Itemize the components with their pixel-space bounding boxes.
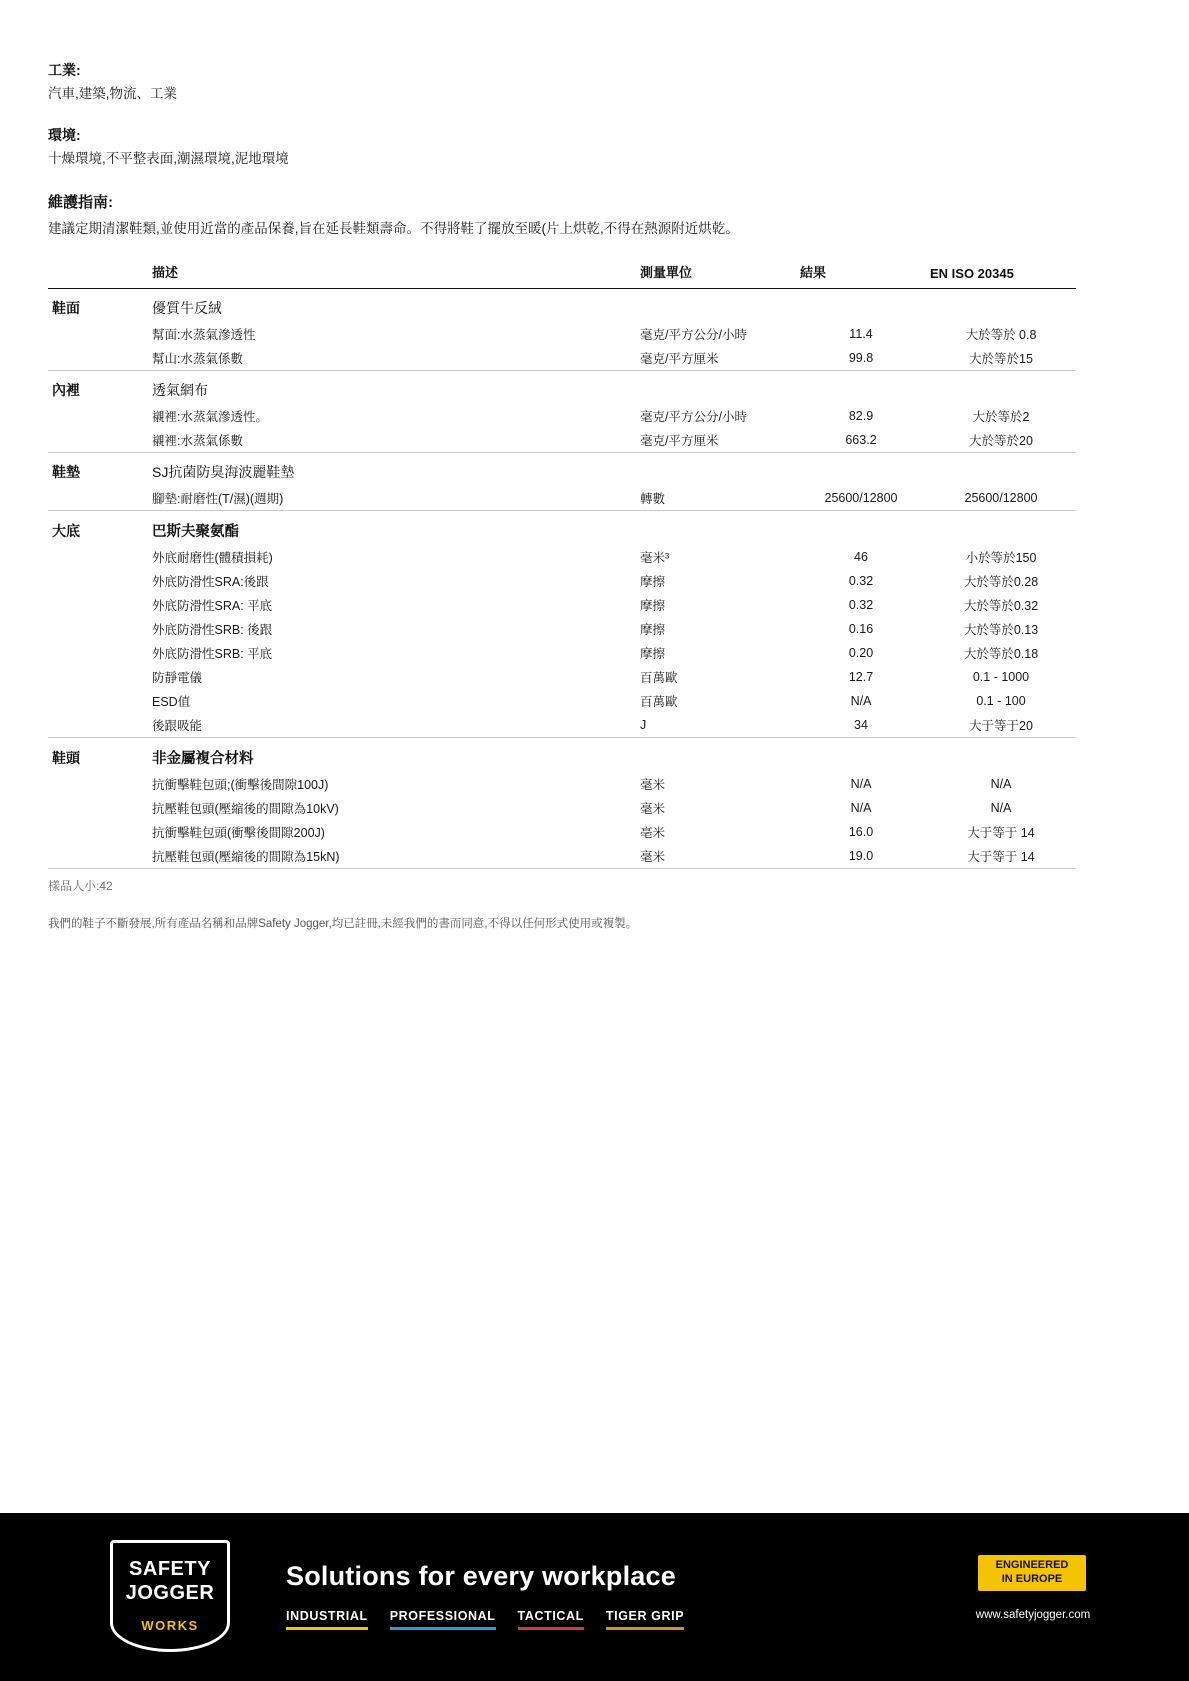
specification-table	[48, 258, 1076, 869]
group-spacer-cell	[926, 452, 1076, 486]
table-group-row	[48, 452, 1076, 486]
footer-brand-underline	[518, 1627, 584, 1630]
table-row	[48, 689, 1076, 713]
row-result: 99.8	[848, 350, 874, 365]
table-row	[48, 641, 1076, 665]
row-result: N/A	[850, 776, 872, 791]
row-group-cell	[48, 486, 148, 510]
industry-label: 工業:	[48, 62, 81, 78]
row-norm: 25600/12800	[964, 490, 1038, 505]
group-spacer-cell	[796, 510, 926, 545]
row-result: 0.20	[848, 645, 874, 660]
care-title: 維護指南:	[48, 194, 113, 212]
table-row	[48, 617, 1076, 641]
row-norm: 大於等於0.28	[963, 574, 1039, 589]
footer-brand-underline	[286, 1627, 368, 1630]
row-description: 外底防滑性SRA:後跟	[152, 574, 269, 589]
footer-brand-label: PROFESSIONAL	[389, 1609, 496, 1623]
group-spacer-cell	[796, 452, 926, 486]
row-norm: N/A	[990, 800, 1012, 815]
row-description: 抗壓鞋包頭(壓縮後的間隙為15kN)	[152, 849, 340, 864]
row-unit: 摩擦	[640, 574, 666, 589]
table-group-row	[48, 737, 1076, 772]
group-spacer-cell	[636, 288, 796, 322]
table-row	[48, 713, 1076, 737]
row-norm: N/A	[990, 776, 1012, 791]
row-group-cell	[48, 665, 148, 689]
sample-size: 樣品人小:42	[48, 878, 113, 893]
row-result: 16.0	[848, 824, 874, 839]
industry-block	[48, 60, 1048, 105]
footer-brand-label: TIGER GRIP	[605, 1609, 685, 1623]
row-description: ESD值	[152, 694, 191, 709]
row-group-cell	[48, 796, 148, 820]
group-name: 鞋墊	[52, 463, 80, 480]
row-group-cell	[48, 844, 148, 868]
row-unit: 摩擦	[640, 598, 666, 613]
brand-list	[286, 1609, 684, 1630]
care-block	[48, 191, 1048, 240]
row-group-cell	[48, 322, 148, 346]
table-row	[48, 545, 1076, 569]
table-row	[48, 665, 1076, 689]
footer-brand-underline	[390, 1627, 496, 1630]
table-row	[48, 796, 1076, 820]
row-unit: J	[640, 717, 647, 732]
logo-text	[110, 1558, 230, 1605]
row-group-cell	[48, 617, 148, 641]
table-row	[48, 428, 1076, 452]
group-material: 非金屬複合材料	[152, 750, 254, 767]
group-spacer-cell	[796, 737, 926, 772]
footer-brand[interactable]	[390, 1609, 496, 1630]
group-spacer-cell	[796, 370, 926, 404]
page-footer	[0, 1513, 1189, 1681]
row-description: 幫山:水蒸氣係數	[152, 351, 243, 366]
row-group-cell	[48, 545, 148, 569]
row-group-cell	[48, 346, 148, 370]
footer-brand-label: INDUSTRIAL	[286, 1609, 368, 1623]
group-spacer-cell	[926, 510, 1076, 545]
group-name: 內裡	[52, 381, 80, 398]
row-description: 外底防滑性SRB: 後跟	[152, 622, 273, 637]
row-unit: 百萬歐	[640, 694, 678, 709]
row-unit: 毫米³	[640, 550, 670, 565]
row-group-cell	[48, 569, 148, 593]
header-result: 結果	[796, 258, 926, 289]
row-group-cell	[48, 772, 148, 796]
table-row	[48, 772, 1076, 796]
row-norm: 大於等於 0.8	[965, 327, 1037, 342]
logo-sub: WORKS	[141, 1618, 199, 1633]
group-spacer-cell	[636, 510, 796, 545]
row-result: 19.0	[848, 848, 874, 863]
footer-brand-underline	[606, 1627, 684, 1630]
table-divider	[48, 868, 1076, 869]
badge-line2: IN EUROPE	[1001, 1573, 1063, 1585]
row-norm: 大于等于20	[969, 718, 1033, 733]
row-unit: 毫克/平方厘米	[640, 433, 719, 448]
group-spacer-cell	[926, 737, 1076, 772]
row-description: 幫面:水蒸氣滲透性	[152, 327, 256, 342]
row-unit: 摩擦	[640, 646, 666, 661]
row-description: 襯裡:水蒸氣滲透性。	[152, 409, 268, 424]
row-group-cell	[48, 404, 148, 428]
row-group-cell	[48, 428, 148, 452]
group-spacer-cell	[636, 452, 796, 486]
group-spacer-cell	[926, 370, 1076, 404]
row-unit: 毫米	[640, 849, 666, 864]
row-unit: 毫米	[640, 801, 666, 816]
row-norm: 大于等于 14	[967, 825, 1035, 840]
legal-notice: 我們的鞋子不斷發展,所有產品名稱和品牌Safety Jogger,均已註冊,未經我們的書而同意,不得以任何形式使用或複製。	[48, 917, 638, 930]
group-name: 鞋面	[52, 299, 80, 316]
row-norm: 大于等于 14	[967, 849, 1035, 864]
row-description: 外底耐磨性(體積損耗)	[152, 550, 273, 565]
row-result: N/A	[850, 693, 872, 708]
table-body	[48, 288, 1076, 868]
group-material: 透氣網布	[152, 381, 208, 398]
footer-brand[interactable]	[286, 1609, 368, 1630]
row-group-cell	[48, 689, 148, 713]
table-group-row	[48, 288, 1076, 322]
row-description: 防靜電儀	[152, 670, 203, 685]
care-text: 建議定期清潔鞋類,並使用近當的產品保養,旨在延長鞋類壽命。不得將鞋了擺放至暖(片上烘乾,不得在熱源附近烘乾。	[48, 221, 739, 237]
row-unit: 百萬歐	[640, 670, 678, 685]
footer-brand[interactable]	[518, 1609, 584, 1630]
row-norm: 大於等於20	[969, 433, 1033, 448]
document-content	[48, 60, 1048, 933]
logo-line2: JOGGER	[125, 1581, 215, 1604]
row-result: 12.7	[848, 669, 874, 684]
row-group-cell	[48, 641, 148, 665]
environment-value: 十燥環境,不平整表面,潮濕環境,泥地環境	[48, 150, 289, 166]
industry-value: 汽車,建築,物流、工業	[48, 86, 178, 101]
row-result: 0.32	[848, 573, 874, 588]
environment-label: 環境:	[48, 126, 81, 143]
row-unit: 摩擦	[640, 622, 666, 637]
row-description: 抗衝擊鞋包頭;(衝擊後間隙100J)	[152, 777, 329, 792]
row-result: 663.2	[845, 432, 877, 447]
table-group-row	[48, 510, 1076, 545]
badge-line1: ENGINEERED	[995, 1559, 1069, 1572]
engineered-in-europe-badge	[978, 1555, 1086, 1591]
table-header	[48, 258, 1076, 289]
table-divider-cell	[48, 868, 1076, 869]
row-unit: 毫克/平方公分/小時	[640, 327, 747, 342]
row-description: 抗衝擊鞋包頭(衝擊後間隙200J)	[152, 825, 325, 840]
row-group-cell	[48, 713, 148, 737]
row-result: 82.9	[848, 408, 874, 423]
row-description: 後跟吸能	[152, 718, 203, 733]
safety-jogger-logo	[110, 1540, 230, 1652]
header-unit: 測量單位	[636, 258, 796, 289]
row-description: 外底防滑性SRA: 平底	[152, 598, 273, 613]
table-row	[48, 322, 1076, 346]
row-description: 襯裡:水蒸氣係數	[152, 433, 243, 448]
row-norm: 0.1 - 100	[976, 693, 1026, 708]
row-result: N/A	[850, 800, 872, 815]
row-result: 0.16	[848, 621, 874, 636]
row-norm: 大於等於0.18	[963, 646, 1039, 661]
row-description: 抗壓鞋包頭(壓縮後的間隙為10kV)	[152, 801, 339, 816]
row-norm: 0.1 - 1000	[972, 669, 1030, 684]
row-result: 11.4	[849, 326, 873, 341]
row-norm: 大於等於0.32	[963, 598, 1039, 613]
row-norm: 小於等於150	[965, 550, 1037, 565]
table-group-row	[48, 370, 1076, 404]
group-material: 優質牛反絨	[152, 299, 222, 316]
row-unit: 轉數	[640, 491, 666, 506]
table-row	[48, 346, 1076, 370]
table-row	[48, 404, 1076, 428]
row-group-cell	[48, 593, 148, 617]
group-material: SJ抗菌防臭海波麗鞋墊	[152, 463, 295, 480]
footer-brand[interactable]	[606, 1609, 684, 1630]
header-description: 描述	[148, 258, 636, 289]
group-spacer-cell	[796, 288, 926, 322]
row-unit: 毫米	[640, 777, 666, 792]
table-row	[48, 486, 1076, 510]
logo-line1: SAFETY	[129, 1558, 211, 1580]
row-norm: 大於等於2	[972, 409, 1030, 424]
row-description: 外底防滑性SRB: 平底	[152, 646, 273, 661]
footer-brand-label: TACTICAL	[517, 1609, 584, 1623]
row-description: 腳墊:耐磨性(T/濕)(週期)	[152, 491, 284, 506]
group-spacer-cell	[636, 737, 796, 772]
group-material: 巴斯夫聚氨酯	[152, 523, 239, 540]
environment-block	[48, 125, 1048, 170]
group-spacer-cell	[926, 288, 1076, 322]
row-unit: 亳米	[640, 825, 666, 840]
group-name: 鞋頭	[52, 749, 80, 766]
table-row	[48, 820, 1076, 844]
row-unit: 毫克/平方公分/小時	[640, 409, 747, 424]
row-result: 0.32	[848, 597, 874, 612]
group-name: 大底	[52, 522, 80, 539]
row-norm: 大於等於15	[969, 351, 1033, 366]
header-norm: EN ISO 20345	[926, 258, 1076, 289]
group-spacer-cell	[636, 370, 796, 404]
row-group-cell	[48, 820, 148, 844]
footer-tagline: Solutions for every workplace	[286, 1561, 676, 1591]
row-result: 46	[854, 549, 868, 564]
header-group	[48, 258, 148, 289]
table-row	[48, 844, 1076, 868]
row-norm: 大於等於0.13	[963, 622, 1039, 637]
row-result: 34	[854, 717, 868, 732]
footer-website[interactable]: www.safetyjogger.com	[975, 1609, 1091, 1621]
table-row	[48, 593, 1076, 617]
row-unit: 毫克/平方厘米	[640, 351, 719, 366]
row-result: 25600/12800	[824, 490, 898, 505]
table-row	[48, 569, 1076, 593]
